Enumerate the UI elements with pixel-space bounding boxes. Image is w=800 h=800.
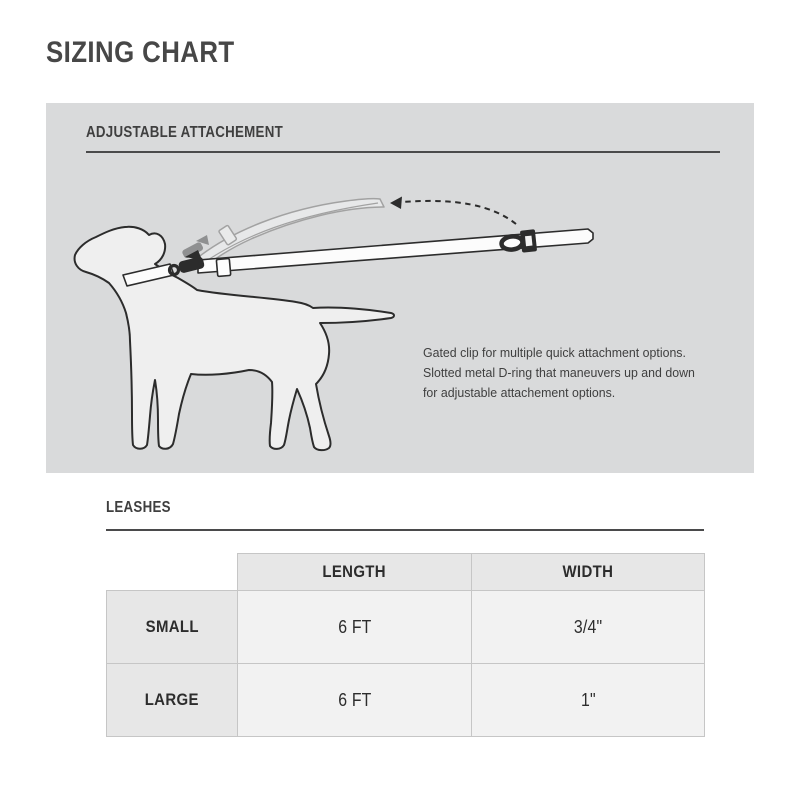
attachment-description xyxy=(423,343,709,403)
cell-large-width: 1" xyxy=(472,664,705,737)
cell-large-length: 6 FT xyxy=(238,664,472,737)
dashed-motion-arrow-icon xyxy=(390,197,516,225)
page-title: SIZING CHART xyxy=(46,36,235,69)
d-ring-icon xyxy=(170,266,179,275)
row-label-large: LARGE xyxy=(107,664,238,737)
corner-cell xyxy=(107,554,238,591)
description-line: for adjustable attachement options. xyxy=(423,385,616,400)
leashes-heading: LEASHES xyxy=(106,499,171,516)
strap-slider-icon xyxy=(216,258,230,276)
table-row-large xyxy=(107,664,705,737)
cell-small-width: 3/4" xyxy=(472,591,705,664)
panel-heading: ADJUSTABLE ATTACHEMENT xyxy=(86,124,283,141)
leashes-heading-rule xyxy=(106,529,704,531)
sizing-table xyxy=(106,553,705,737)
column-header-length: LENGTH xyxy=(238,554,472,591)
leash-attachment-illustration xyxy=(46,103,754,473)
description-line: Slotted metal D-ring that maneuvers up and down xyxy=(423,365,695,380)
adjustable-attachment-panel xyxy=(46,103,754,473)
description-line: Gated clip for multiple quick attachment options. xyxy=(423,345,686,360)
table-header-row xyxy=(107,554,705,591)
column-header-width: WIDTH xyxy=(472,554,705,591)
cell-small-length: 6 FT xyxy=(238,591,472,664)
row-label-small: SMALL xyxy=(107,591,238,664)
table-row-small xyxy=(107,591,705,664)
